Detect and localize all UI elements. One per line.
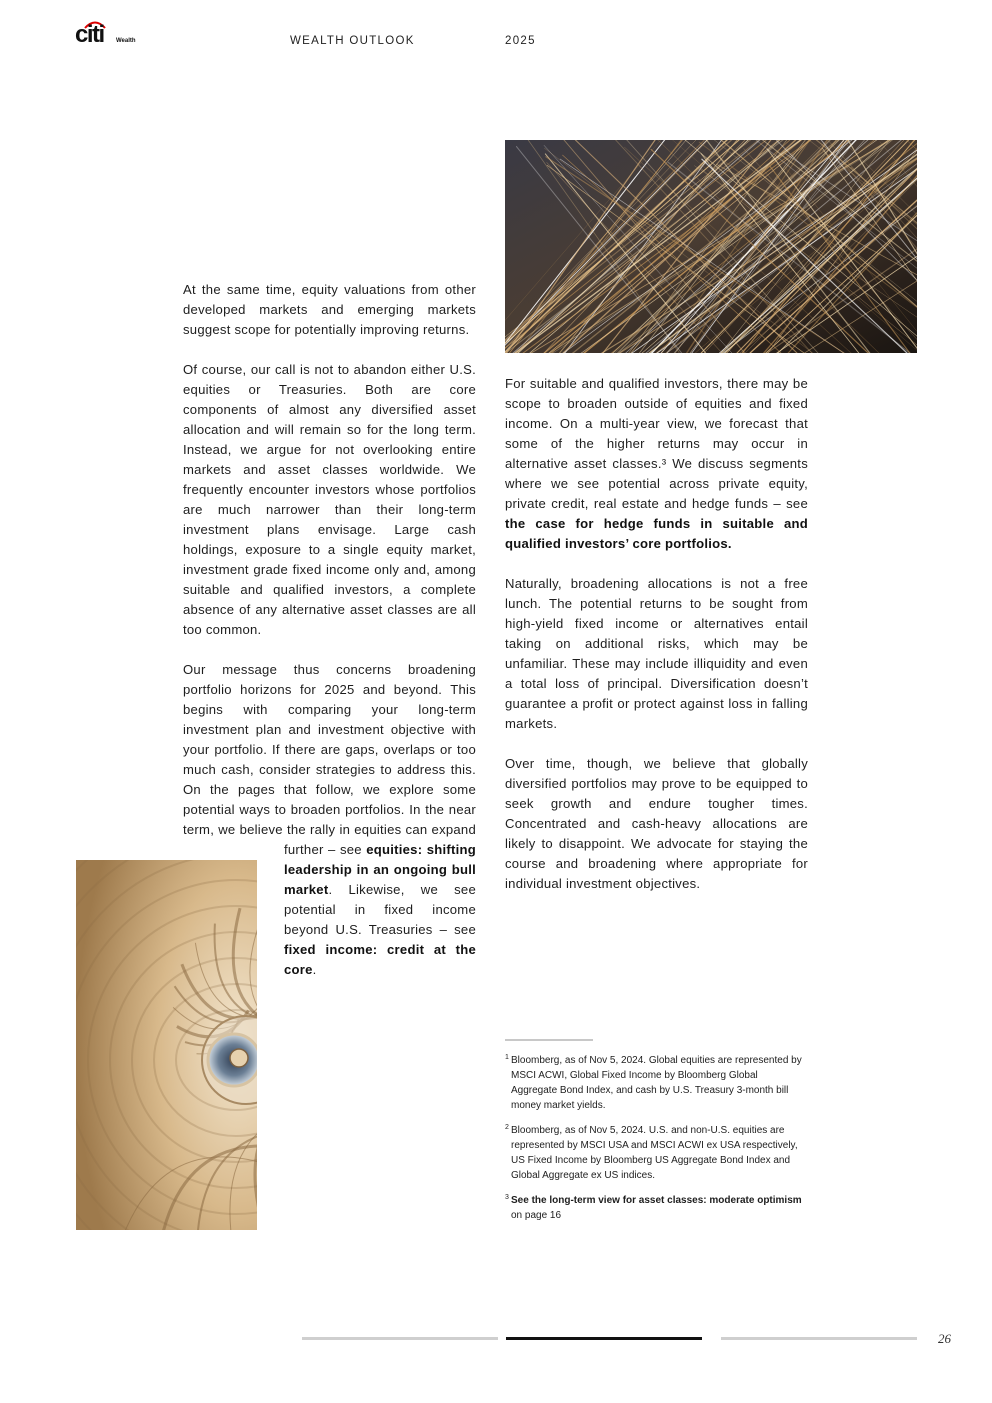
long-term-view-link[interactable]: See the long-term view for asset classes: moderate optimism xyxy=(511,1195,802,1206)
footnote xyxy=(505,1193,805,1223)
abstract-lines-graphic xyxy=(505,140,917,353)
footnote-text: Bloomberg, as of Nov 5, 2024. Global equities are represented by MSCI ACWI, Global Fixed Income by Bloomberg Global Aggregate Bond Index, and cash by U.S. Treasury 3-month bill money market yields. xyxy=(511,1055,802,1111)
nautilus-shell-graphic xyxy=(76,860,257,1230)
paragraph: Of course, our call is not to abandon either U.S. equities or Treasuries. Both are core components of almost any diversified asset allocation and will remain so for the long term. Instead, we argue for not overlooking entire markets and asset classes worldwide. We frequently encounter investors whose portfolios are much narrower than their long-term investment plans envisage. Large cash holdings, exposure to a single equity market, investment grade fixed income only and, among suitable and qualified investors, a complete absence of any alternative asset classes are all too common. xyxy=(183,362,476,637)
paragraph: Naturally, broadening allocations is not a free lunch. The potential returns to be sought from high-yield fixed income or alternatives entail taking on additional risks, which may be unfamiliar. These may include illiquidity and even a total loss of principal. Diversification doesn’t guarantee a profit or protect against loss in falling markets. xyxy=(505,576,808,731)
paragraph-text: . Likewise, we see potential in fixed income beyond U.S. Treasuries – see xyxy=(284,882,476,937)
paragraph: At the same time, equity valuations from other developed markets and emerging markets suggest scope for potentially improving returns. xyxy=(183,282,476,337)
citi-wealth-logo[interactable] xyxy=(75,22,141,48)
paragraph xyxy=(505,374,808,554)
logo-subtext: Wealth xyxy=(116,38,136,44)
pager-segment-next[interactable] xyxy=(721,1337,917,1340)
footnote-text: Bloomberg, as of Nov 5, 2024. U.S. and non-U.S. equities are represented by MSCI USA and MSCI ACWI ex USA respectively, US Fixed Income by Bloomberg US Aggregate Bond Index and Global Aggregate ex US indices. xyxy=(511,1125,798,1181)
footnote xyxy=(505,1053,805,1113)
footnote-number: 2 xyxy=(505,1124,509,1131)
paragraph-text: Our message thus concerns broadening portfolio horizons for 2025 and beyond. This begins with comparing your long-term investment plan and investment objective with your portfolio. If there are gaps, overlaps or too much cash, consider strategies to address this. On the pages that follow, we explore some potential ways to broaden portfolios. In the near term, we believe the rally in equities can expand further – see xyxy=(183,662,476,857)
hedge-funds-link[interactable]: the case for hedge funds in suitable and qualified investors’ core portfolios. xyxy=(505,516,808,551)
publication-title: WEALTH OUTLOOK xyxy=(290,35,415,47)
page-header xyxy=(0,22,992,62)
pager-segment-current[interactable] xyxy=(506,1337,702,1340)
fixed-income-link[interactable]: fixed income: credit at the core xyxy=(284,942,476,977)
footnote-text: on page 16 xyxy=(511,1210,562,1221)
paragraph-text: . xyxy=(312,962,317,977)
nautilus-shell-image xyxy=(76,860,257,1230)
footnote-number: 1 xyxy=(505,1054,509,1061)
paragraph-text: For suitable and qualified investors, there may be scope to broaden outside of equities and fixed income. On a multi-year view, we forecast that some of the higher returns may occur in alternative asset classes.³ We discuss segments where we see potential across private equity, private credit, real estate and hedge funds – see xyxy=(505,376,808,511)
equities-link[interactable]: equities: shifting leadership in an ongoing bull market xyxy=(284,842,477,897)
footnotes xyxy=(505,1053,805,1233)
publication-year: 2025 xyxy=(505,35,536,47)
pager-segment-previous[interactable] xyxy=(302,1337,498,1340)
logo-text: citi xyxy=(75,21,104,48)
right-text-column xyxy=(505,374,808,914)
footnote-number: 3 xyxy=(505,1194,509,1201)
page-number: 26 xyxy=(938,1331,951,1346)
footnote-divider xyxy=(505,1039,593,1041)
abstract-lines-image xyxy=(505,140,917,353)
paragraph: Over time, though, we believe that globally diversified portfolios may prove to be equipped to seek growth and endure tougher times. Concentrated and cash-heavy allocations are likely to disappoint. We advocate for staying the course and broadening where appropriate for individual investment objectives. xyxy=(505,756,808,891)
footnote xyxy=(505,1123,805,1183)
